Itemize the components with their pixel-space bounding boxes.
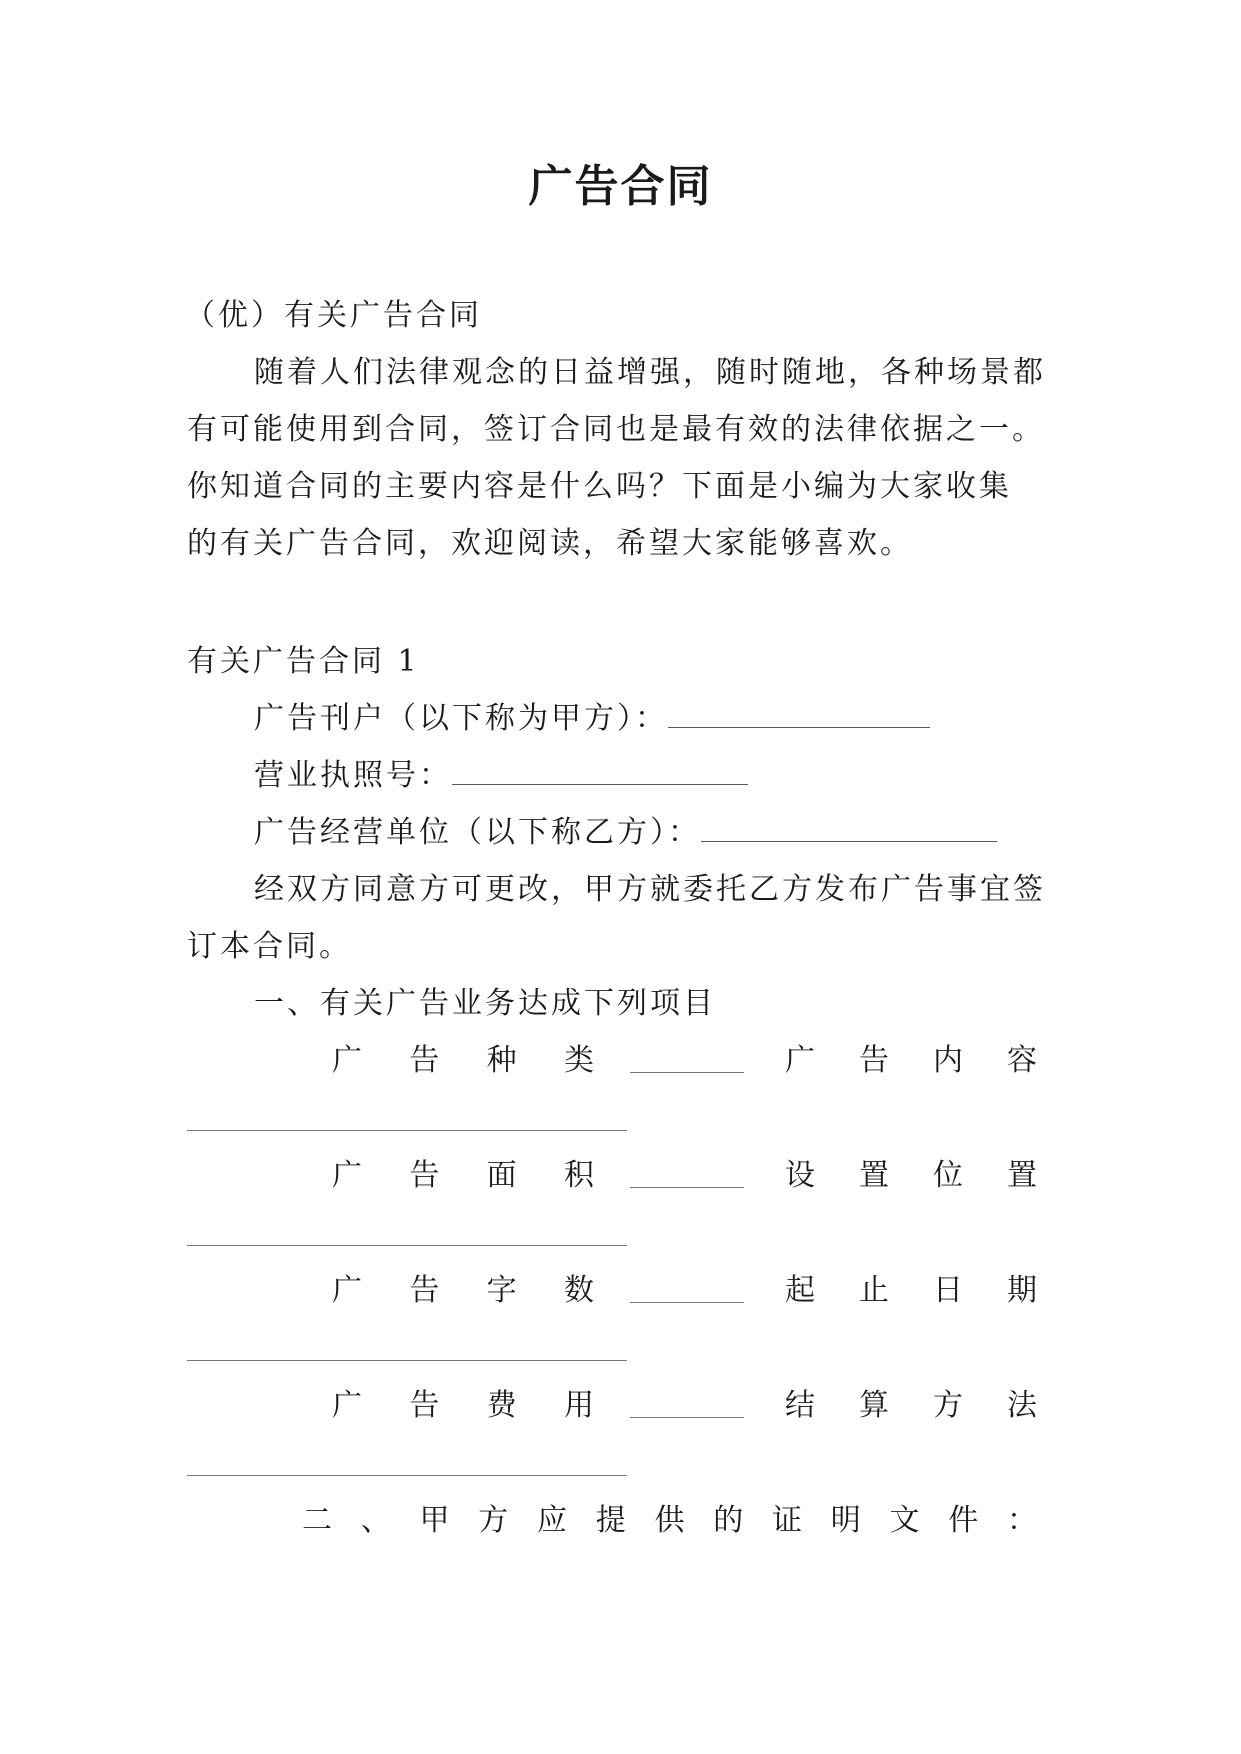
item-1-left-blank (630, 1072, 744, 1073)
party-a-blank (668, 699, 930, 728)
intro-line-3: 你知道合同的主要内容是什么吗？下面是小编为大家收集 (187, 469, 1012, 504)
party-b-field (254, 813, 997, 853)
item-4-right-label: 结 算 方 法 (785, 1388, 1037, 1423)
item-4-left-blank (630, 1417, 744, 1418)
license-field (254, 756, 748, 796)
item-1-right-blank (187, 1130, 627, 1131)
intro-line-1: 随着人们法律观念的日益增强，随时随地，各种场景都 (254, 355, 1046, 390)
agreement-line-1: 经双方同意方可更改，甲方就委托乙方发布广告事宜签 (254, 872, 1046, 907)
item-3-left-label: 广 告 字 数 (332, 1273, 594, 1308)
intro-line-4: 的有关广告合同，欢迎阅读，希望大家能够喜欢。 (187, 526, 913, 561)
clause-1-heading: 一、有关广告业务达成下列项目 (254, 986, 716, 1021)
item-4-right-blank (187, 1475, 627, 1476)
party-b-blank (701, 813, 997, 842)
license-label: 营业执照号： (254, 758, 452, 793)
item-2-right-blank (187, 1245, 627, 1246)
party-a-field (254, 699, 930, 739)
subtitle: （优）有关广告合同 (185, 298, 482, 333)
section-heading: 有关广告合同 1 (187, 644, 420, 679)
item-3-left-blank (630, 1302, 744, 1303)
clause-2-heading: 二 、 甲 方 应 提 供 的 证 明 文 件 ： (302, 1503, 1037, 1538)
item-3-right-label: 起 止 日 期 (785, 1273, 1037, 1308)
item-2-right-label: 设 置 位 置 (785, 1158, 1037, 1193)
item-2-left-label: 广 告 面 积 (332, 1158, 594, 1193)
item-3-right-blank (187, 1360, 627, 1361)
intro-line-2: 有可能使用到合同，签订合同也是最有效的法律依据之一。 (187, 412, 1045, 447)
item-2-left-blank (630, 1187, 744, 1188)
party-a-label: 广告刊户（以下称为甲方）： (254, 701, 668, 736)
agreement-line-2: 订本合同。 (187, 929, 352, 964)
license-blank (452, 756, 748, 785)
item-1-left-label: 广 告 种 类 (332, 1043, 594, 1078)
item-4-left-label: 广 告 费 用 (332, 1388, 594, 1423)
document-title: 广告合同 (528, 161, 713, 212)
item-1-right-label: 广 告 内 容 (785, 1043, 1037, 1078)
party-b-label: 广告经营单位（以下称乙方）： (254, 815, 701, 850)
